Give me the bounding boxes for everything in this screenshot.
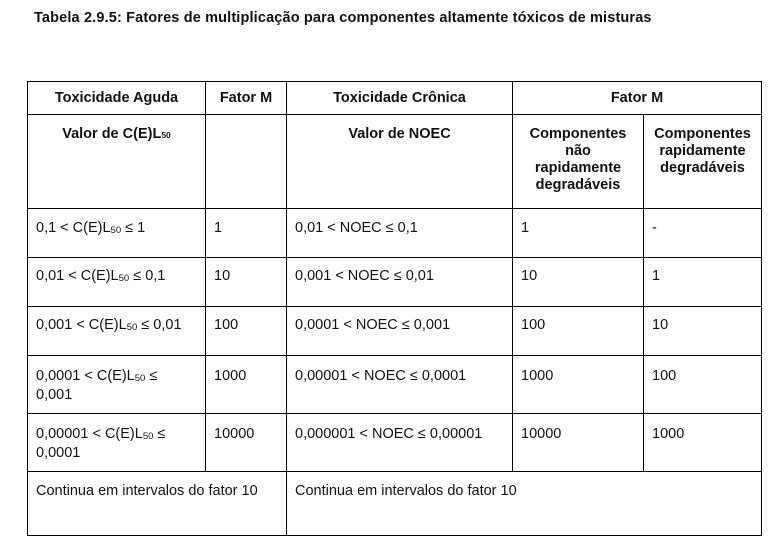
- acute-range-cell: $0,1 < C(E)L_{50} \le 1$: [28, 209, 206, 258]
- rapidly-degradable-cell: 100: [644, 356, 762, 414]
- header-m-factor-chronic: Fator M: [513, 82, 762, 115]
- subheader-noec-value: Valor de NOEC: [287, 115, 513, 209]
- subheader-empty: [206, 115, 287, 209]
- acute-m-factor-cell: 10000: [206, 414, 287, 472]
- acute-m-factor-cell: 10: [206, 258, 287, 307]
- header-chronic-toxicity: Toxicidade Crônica: [287, 82, 513, 115]
- chronic-range-cell: 0,00001 < NOEC ≤ 0,0001: [287, 356, 513, 414]
- not-rapidly-degradable-cell: 10: [513, 258, 644, 307]
- acute-m-factor-cell: 100: [206, 307, 287, 356]
- not-rapidly-degradable-cell: 100: [513, 307, 644, 356]
- acute-range-cell: $0,001 < C(E)L_{50} \le 0,01$: [28, 307, 206, 356]
- acute-range-cell: $0,00001 < C(E)L_{50} \le 0,0001$: [28, 414, 206, 472]
- chronic-range-cell: 0,000001 < NOEC ≤ 0,00001: [287, 414, 513, 472]
- table-caption: Tabela 2.9.5: Fatores de multiplicação para componentes altamente tóxicos de misturas: [34, 10, 652, 26]
- acute-continuation-note: Continua em intervalos do fator 10: [28, 472, 287, 536]
- table-row: [28, 356, 762, 414]
- rapidly-degradable-cell: 1: [644, 258, 762, 307]
- subheader-rapidly-degradable: Componentes rapidamente degradáveis: [644, 115, 762, 209]
- acute-m-factor-cell: 1: [206, 209, 287, 258]
- acute-range-cell: $0,0001 < C(E)L_{50} \le 0,001$: [28, 356, 206, 414]
- subheader-row: [28, 115, 762, 209]
- not-rapidly-degradable-cell: 1: [513, 209, 644, 258]
- subheader-not-rapidly-degradable: Componentes não rapidamente degradáveis: [513, 115, 644, 209]
- chronic-continuation-note: Continua em intervalos do fator 10: [287, 472, 762, 536]
- header-m-factor: Fator M: [206, 82, 287, 115]
- rapidly-degradable-cell: 1000: [644, 414, 762, 472]
- footer-row: [28, 472, 762, 536]
- acute-m-factor-cell: 1000: [206, 356, 287, 414]
- not-rapidly-degradable-cell: 1000: [513, 356, 644, 414]
- table-row: [28, 258, 762, 307]
- chronic-range-cell: 0,001 < NOEC ≤ 0,01: [287, 258, 513, 307]
- table-row: [28, 414, 762, 472]
- rapidly-degradable-cell: -: [644, 209, 762, 258]
- acute-range-cell: $0,01 < C(E)L_{50} \le 0,1$: [28, 258, 206, 307]
- not-rapidly-degradable-cell: 10000: [513, 414, 644, 472]
- table-row: [28, 307, 762, 356]
- rapidly-degradable-cell: 10: [644, 307, 762, 356]
- table-row: [28, 209, 762, 258]
- multiplication-factors-table: [27, 81, 762, 536]
- subheader-lc50-value: Valor de C(E)L50: [28, 115, 206, 209]
- chronic-range-cell: 0,0001 < NOEC ≤ 0,001: [287, 307, 513, 356]
- header-row: [28, 82, 762, 115]
- chronic-range-cell: 0,01 < NOEC ≤ 0,1: [287, 209, 513, 258]
- header-acute-toxicity: Toxicidade Aguda: [28, 82, 206, 115]
